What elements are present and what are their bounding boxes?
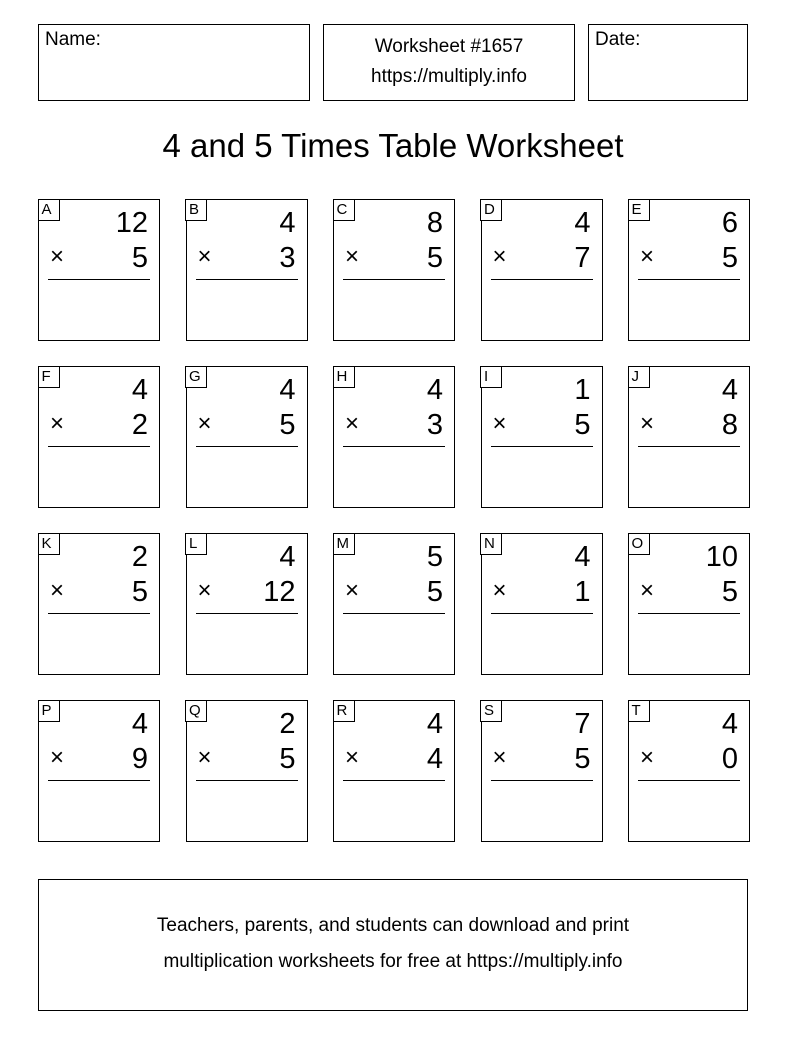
footer-text-line-1: Teachers, parents, and students can download and print [156,915,630,936]
multiply-sign: × [50,744,65,771]
problem-card [628,366,750,508]
problem-card [38,533,160,675]
problem-card [38,366,160,508]
multiplier: 0 [721,743,738,775]
multiplicand: 8 [426,207,443,239]
problem-letter: T [628,700,650,722]
multiplier: 9 [131,743,148,775]
answer-line [196,613,298,614]
problem-letter: P [38,700,60,722]
multiplicand: 4 [721,708,738,740]
multiplicand: 2 [279,708,296,740]
problem-card [186,533,308,675]
answer-area[interactable] [196,282,298,334]
multiply-sign: × [345,243,360,270]
multiplier: 3 [426,409,443,441]
answer-line [491,780,593,781]
multiplicand: 4 [426,374,443,406]
multiplier: 8 [721,409,738,441]
problem-letter: I [480,366,502,388]
multiplicand: 4 [279,541,296,573]
multiplier: 12 [263,576,296,608]
answer-line [196,279,298,280]
problem-letter: R [333,700,355,722]
multiply-sign: × [492,744,507,771]
multiplier: 4 [426,743,443,775]
multiplier: 5 [131,242,148,274]
multiply-sign: × [50,577,65,604]
answer-line [638,446,740,447]
problem-card [481,533,603,675]
answer-line [638,279,740,280]
footer-text-line-2: multiplication worksheets for free at https://multiply.info [163,951,623,972]
problem-letter: Q [185,700,207,722]
multiplier: 1 [574,576,591,608]
problem-letter: K [38,533,60,555]
answer-line [343,446,445,447]
multiplicand: 4 [131,708,148,740]
problem-card [333,199,455,341]
multiply-sign: × [640,577,655,604]
answer-line [343,279,445,280]
problem-card [628,533,750,675]
problem-letter: N [480,533,502,555]
name-label: Name: [45,29,101,50]
problem-card [186,700,308,842]
answer-line [491,446,593,447]
answer-area[interactable] [48,449,150,501]
answer-line [48,780,150,781]
multiplier: 5 [574,409,591,441]
worksheet-info-box [323,24,575,101]
multiplier: 7 [574,242,591,274]
multiplier: 5 [426,242,443,274]
answer-line [343,780,445,781]
answer-area[interactable] [491,783,593,835]
multiplicand: 10 [705,541,738,573]
worksheet-url: https://multiply.info [371,66,527,87]
problem-card [481,199,603,341]
multiplicand: 4 [721,374,738,406]
multiplier: 5 [721,576,738,608]
multiplier: 5 [279,409,296,441]
problem-card [333,700,455,842]
problem-grid [38,199,750,842]
answer-line [196,446,298,447]
worksheet-number: Worksheet #1657 [374,36,524,57]
answer-line [638,613,740,614]
multiply-sign: × [640,243,655,270]
problem-card [481,700,603,842]
answer-line [48,279,150,280]
multiply-sign: × [197,744,212,771]
answer-area[interactable] [638,783,740,835]
answer-area[interactable] [638,282,740,334]
answer-area[interactable] [343,449,445,501]
problem-letter: J [628,366,650,388]
answer-area[interactable] [491,616,593,668]
answer-line [491,279,593,280]
answer-area[interactable] [48,616,150,668]
problem-letter: D [480,199,502,221]
date-label: Date: [595,29,641,50]
problem-card [333,366,455,508]
multiply-sign: × [640,744,655,771]
footer-box [38,879,748,1011]
answer-area[interactable] [638,449,740,501]
multiply-sign: × [492,577,507,604]
problem-card [628,700,750,842]
answer-line [48,613,150,614]
multiplicand: 4 [574,541,591,573]
multiplier: 5 [426,576,443,608]
multiply-sign: × [197,577,212,604]
multiplicand: 1 [574,374,591,406]
multiply-sign: × [640,410,655,437]
problem-card [628,199,750,341]
problem-card [186,199,308,341]
problem-letter: F [38,366,60,388]
multiplier: 5 [131,576,148,608]
problem-letter: G [185,366,207,388]
problem-letter: L [185,533,207,555]
problem-card [481,366,603,508]
multiply-sign: × [50,410,65,437]
answer-area[interactable] [196,616,298,668]
multiply-sign: × [345,744,360,771]
multiplicand: 4 [131,374,148,406]
answer-area[interactable] [343,282,445,334]
multiplicand: 4 [279,207,296,239]
multiplier: 2 [131,409,148,441]
multiplicand: 4 [426,708,443,740]
problem-letter: B [185,199,207,221]
page-title: 4 and 5 Times Table Worksheet [162,127,624,164]
multiplier: 5 [279,743,296,775]
multiply-sign: × [345,577,360,604]
answer-line [343,613,445,614]
multiply-sign: × [50,243,65,270]
answer-area[interactable] [48,282,150,334]
problem-letter: H [333,366,355,388]
problem-letter: E [628,199,650,221]
problem-card [38,199,160,341]
answer-area[interactable] [196,783,298,835]
multiply-sign: × [197,243,212,270]
problem-card [38,700,160,842]
multiply-sign: × [492,243,507,270]
multiplicand: 5 [426,541,443,573]
answer-area[interactable] [638,616,740,668]
answer-line [638,780,740,781]
answer-area[interactable] [343,616,445,668]
answer-line [48,446,150,447]
problem-letter: O [628,533,650,555]
problem-letter: M [333,533,355,555]
problem-letter: A [38,199,60,221]
problem-card [333,533,455,675]
multiply-sign: × [197,410,212,437]
date-field-box[interactable] [588,24,748,101]
multiplicand: 4 [279,374,296,406]
multiplicand: 4 [574,207,591,239]
multiplier: 3 [279,242,296,274]
answer-area[interactable] [48,783,150,835]
problem-card [186,366,308,508]
multiplicand: 12 [115,207,148,239]
multiply-sign: × [345,410,360,437]
multiplicand: 6 [721,207,738,239]
multiplier: 5 [721,242,738,274]
multiplicand: 2 [131,541,148,573]
multiplicand: 7 [574,708,591,740]
answer-area[interactable] [491,449,593,501]
problem-letter: S [480,700,502,722]
multiply-sign: × [492,410,507,437]
answer-area[interactable] [196,449,298,501]
answer-area[interactable] [491,282,593,334]
answer-line [491,613,593,614]
problem-letter: C [333,199,355,221]
multiplier: 5 [574,743,591,775]
name-field-box[interactable] [38,24,310,101]
answer-line [196,780,298,781]
answer-area[interactable] [343,783,445,835]
